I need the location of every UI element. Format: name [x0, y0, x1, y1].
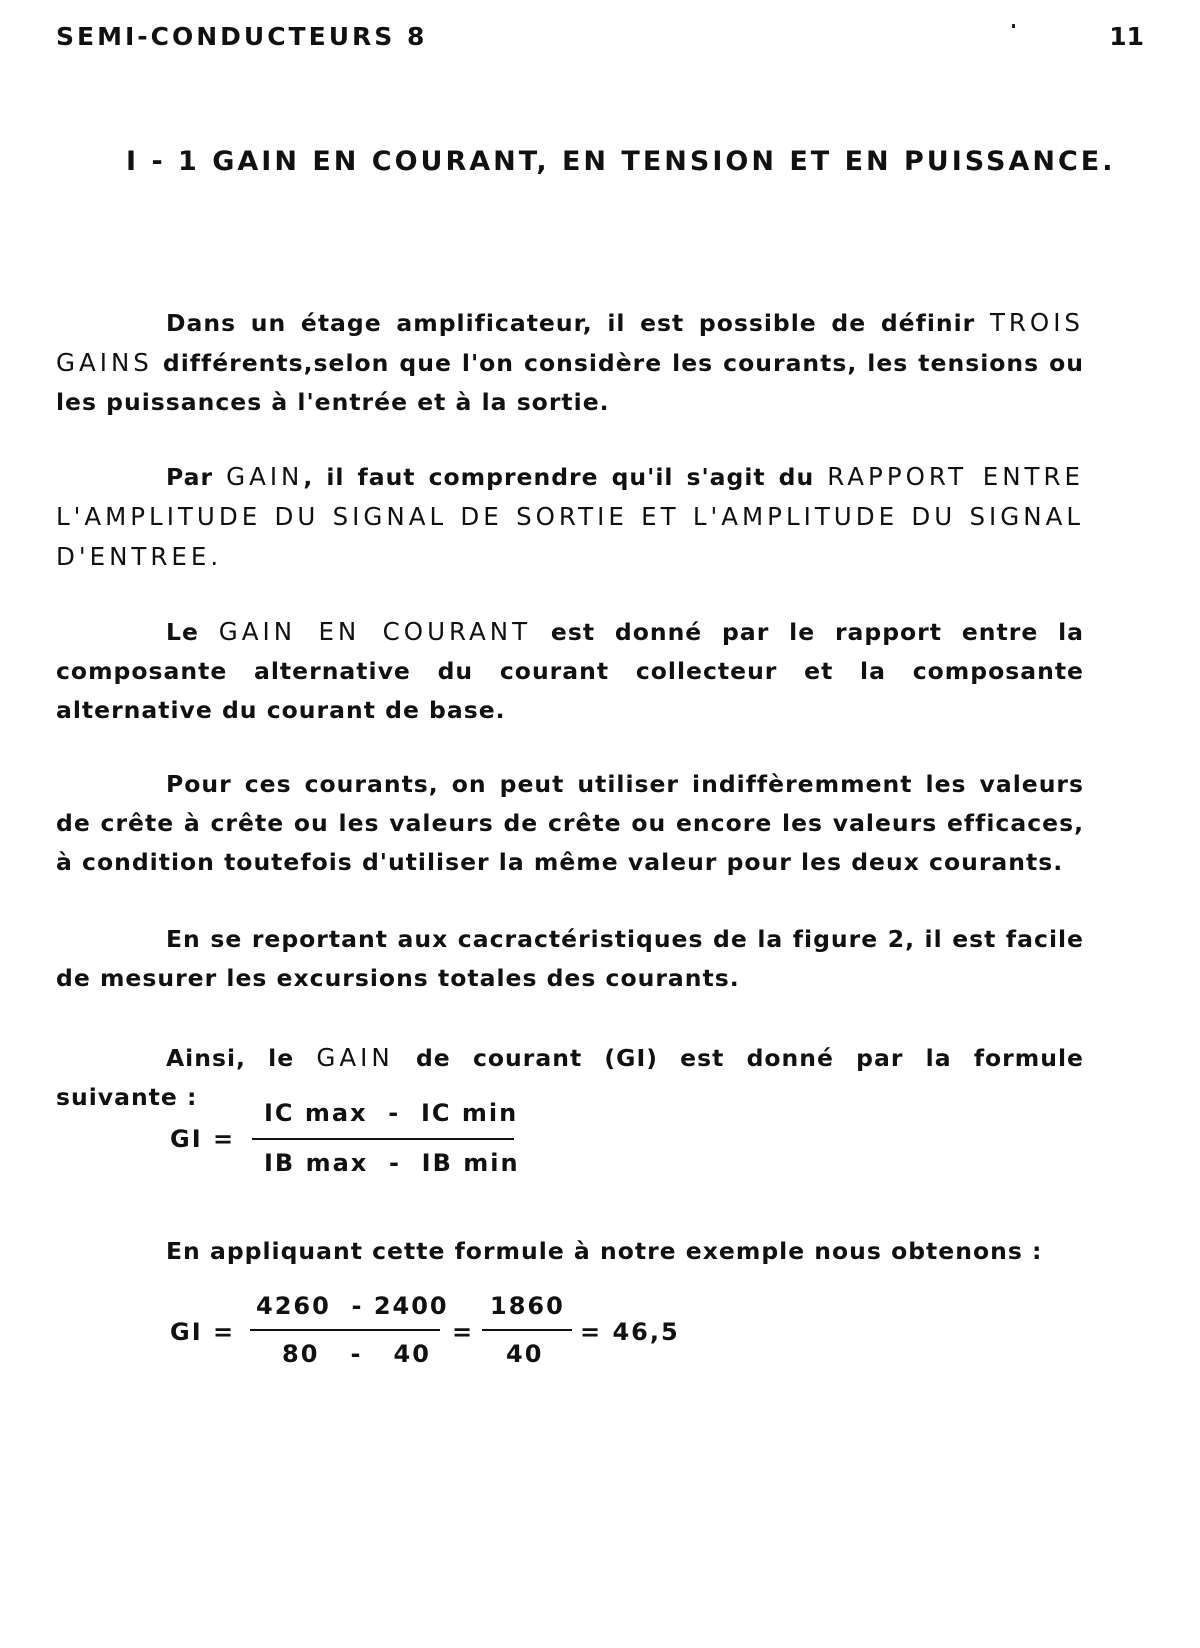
- formula-1-fraction-bar: [252, 1138, 514, 1140]
- formula-2-numerator-2: 1860: [490, 1292, 565, 1320]
- formula-2-numerator-1: 4260 - 2400: [256, 1292, 449, 1320]
- paragraph-5-text: En se reportant aux cacractéristiques de la figure 2, il est facile de mesurer les excursions totales des courants.: [56, 925, 1084, 992]
- formula-gain-definition: [170, 1095, 530, 1185]
- formula-2-fraction-bar-1: [250, 1329, 440, 1331]
- formula-2-equals: =: [452, 1318, 475, 1346]
- paragraph-2-caps-b: RAPPORT ENTRE L'AMPLITUDE DU SIGNAL DE SORTIE ET L'AMPLITUDE DU SIGNAL D'ENTREE.: [56, 462, 1084, 571]
- paragraph-6-text-a: Ainsi, le: [166, 1044, 317, 1072]
- paragraph-7-text: En appliquant cette formule à notre exemple nous obtenons :: [166, 1237, 1043, 1265]
- paragraph-2-caps-a: GAIN: [226, 462, 304, 491]
- formula-2-denominator-1: 80 - 40: [282, 1340, 431, 1368]
- paragraph-2: [56, 457, 1084, 577]
- paragraph-2-text-a: Par: [166, 463, 227, 491]
- paragraph-1-text-a: Dans un étage amplificateur, il est possible de définir: [166, 309, 990, 337]
- paragraph-7: [56, 1232, 1084, 1271]
- paragraph-1: [56, 303, 1084, 422]
- paragraph-6-text-b: de courant (GI) est donné par la formule suivante :: [56, 1044, 1084, 1111]
- paragraph-3: [56, 612, 1084, 730]
- formula-2-lhs: GI =: [170, 1318, 236, 1346]
- formula-1-lhs: GI =: [170, 1125, 236, 1153]
- formula-2-fraction-bar-2: [482, 1329, 572, 1331]
- paragraph-4: [56, 765, 1084, 882]
- paragraph-1-caps: TROIS GAINS: [56, 308, 1084, 377]
- formula-2-denominator-2: 40: [506, 1340, 544, 1368]
- running-header: SEMI-CONDUCTEURS 8: [56, 22, 428, 51]
- paragraph-3-text-a: Le: [166, 618, 219, 646]
- section-title: I - 1 GAIN EN COURANT, EN TENSION ET EN PUISSANCE.: [126, 146, 1116, 177]
- formula-2-result: = 46,5: [580, 1318, 680, 1346]
- paragraph-1-text-b: différents,selon que l'on considère les courants, les tensions ou les puissances à l'entrée et à la sortie.: [56, 349, 1084, 416]
- paragraph-3-caps: GAIN EN COURANT: [218, 617, 532, 646]
- print-speck: [1012, 24, 1015, 28]
- formula-gain-example: [170, 1288, 730, 1378]
- paragraph-3-text-b: est donné par le rapport entre la composante alternative du courant collecteur et la composante alternative du courant de base.: [56, 618, 1084, 724]
- page-number: 11: [1109, 22, 1144, 51]
- formula-1-numerator: IC max - IC min: [264, 1099, 519, 1127]
- formula-1-denominator: IB max - IB min: [264, 1149, 520, 1177]
- paragraph-4-text: Pour ces courants, on peut utiliser indiffèremment les valeurs de crête à crête ou les valeurs de crête ou encore les valeurs efficaces, à condition toutefois d'utiliser la même valeur pour les deux courants.: [56, 770, 1084, 876]
- paragraph-6-caps: GAIN: [316, 1043, 394, 1072]
- paragraph-2-text-b: , il faut comprendre qu'il s'agit du: [303, 463, 828, 491]
- paragraph-5: [56, 920, 1084, 998]
